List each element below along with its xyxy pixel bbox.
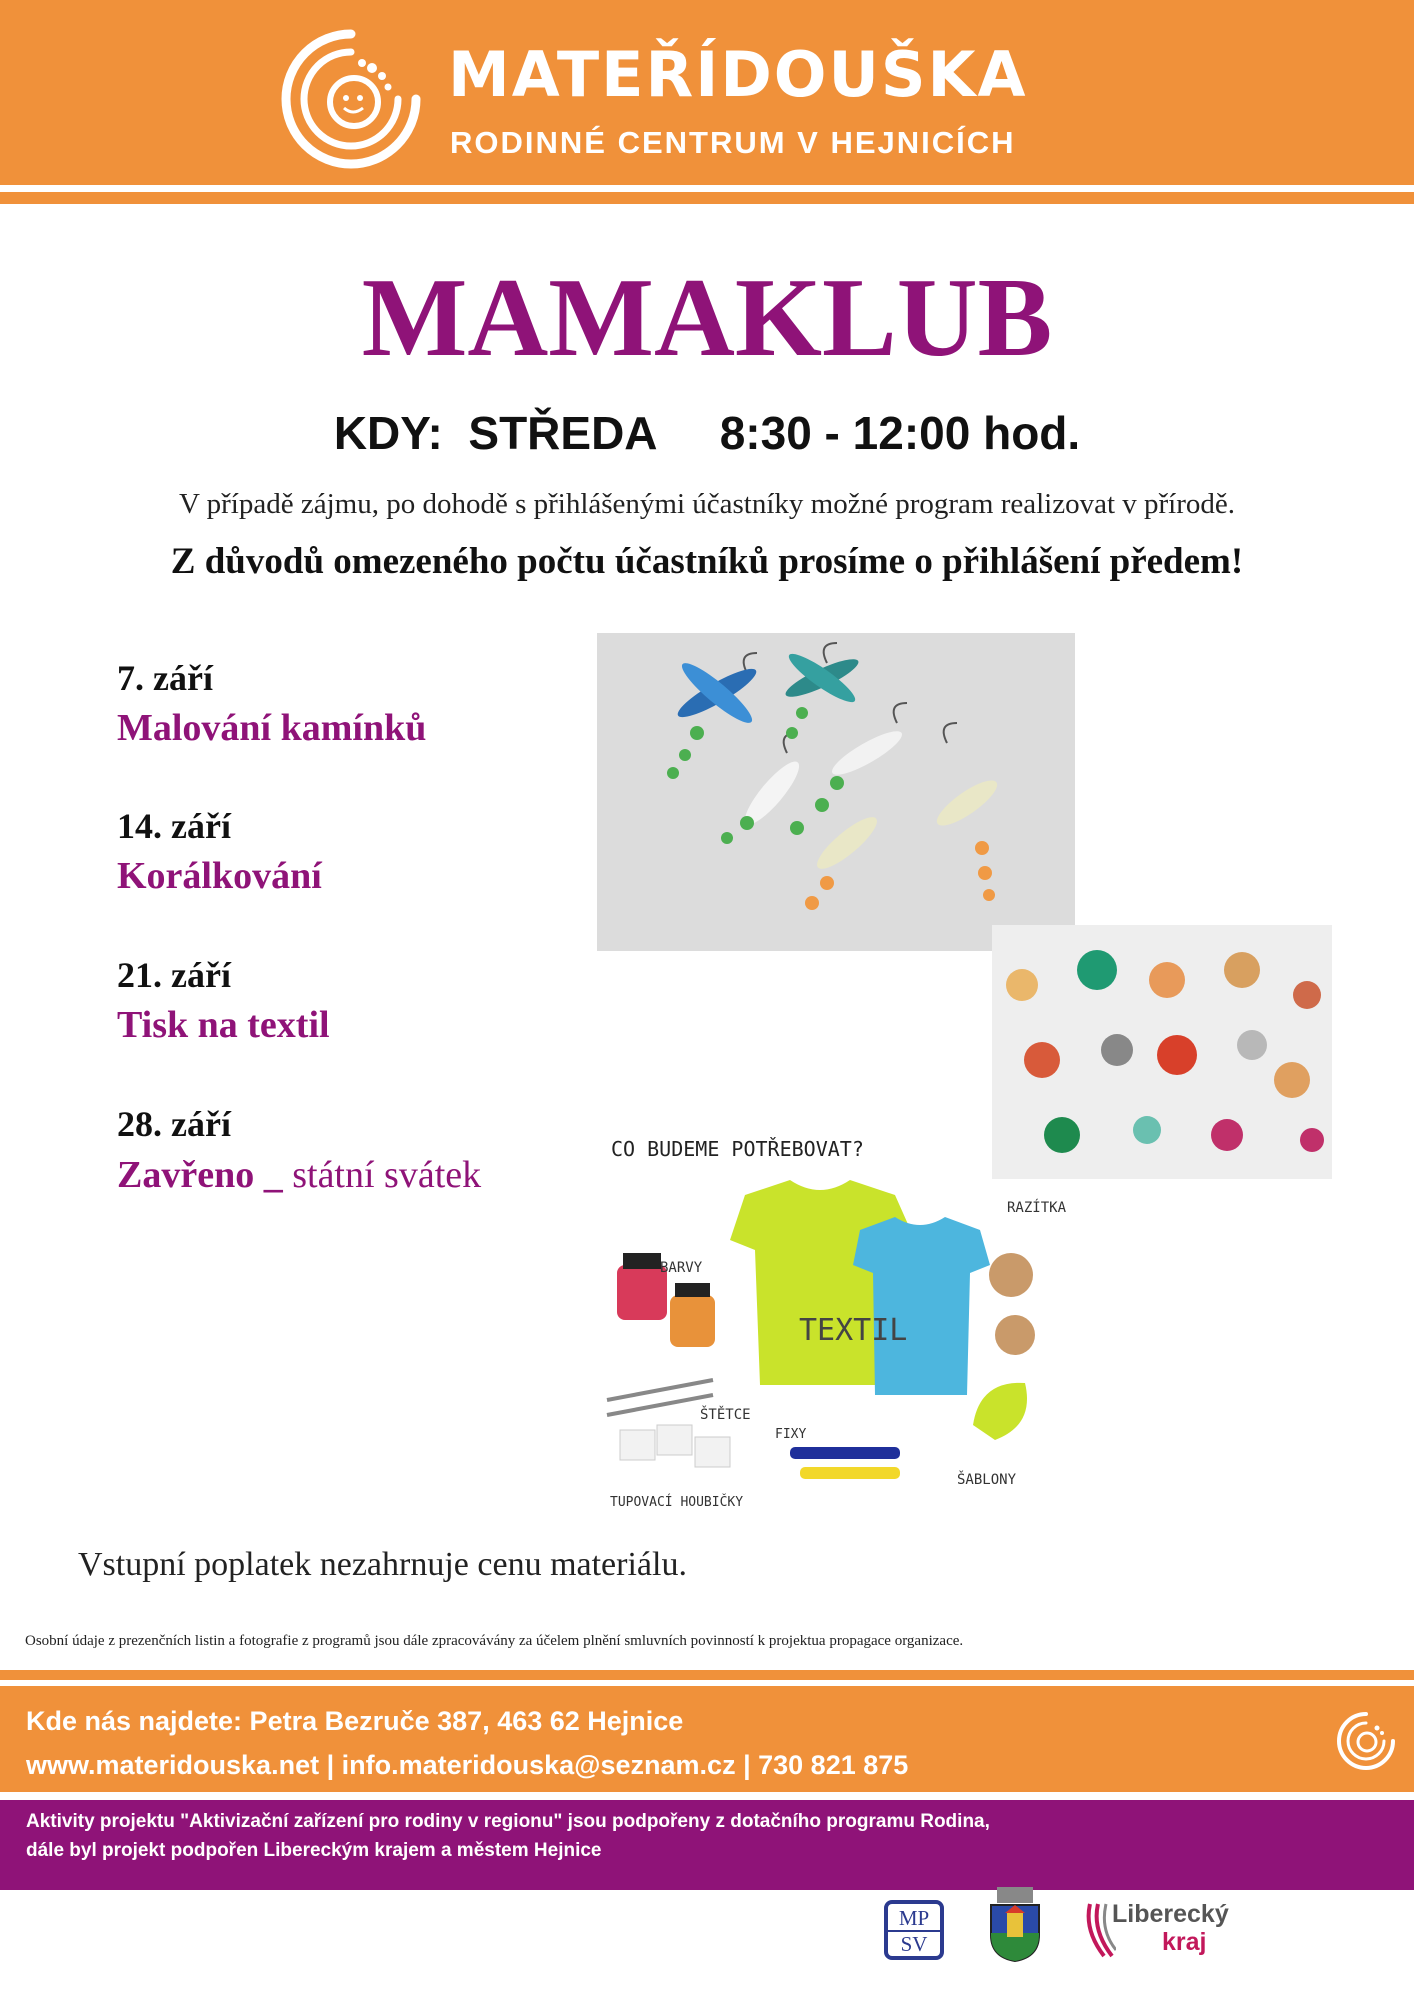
header-divider (0, 192, 1414, 204)
schedule-title-4-extra: státní svátek (282, 1154, 482, 1196)
liberecky-kraj-text-2: kraj (1162, 1928, 1207, 1956)
page-title: MAMAKLUB (361, 256, 1053, 380)
footer-contact[interactable]: www.materidouska.net | info.materidouska@seznam.cz | 730 821 875 (26, 1750, 909, 1780)
schedule-date-4: 28. září (117, 1104, 231, 1144)
footer-address: Kde nás najdete: Petra Bezruče 387, 463 62 Hejnice (26, 1706, 684, 1736)
registration-note: Z důvodů omezeného počtu účastníků prosíme o přihlášení předem! (170, 541, 1244, 582)
schedule-date-1: 7. září (117, 658, 213, 698)
textile-supplies-image (595, 1125, 1080, 1520)
schedule-date-2: 14. září (117, 806, 231, 846)
brand-subtitle: RODINNÉ CENTRUM V HEJNICÍCH (450, 125, 1016, 160)
schedule-title-1: Malování kamínků (117, 707, 427, 749)
support-line-2: dále byl projekt podpořen Libereckým krajem a městem Hejnice (26, 1840, 602, 1861)
mpsv-logo (884, 1900, 944, 1960)
footer-logo-icon (1335, 1710, 1397, 1772)
supplies-label-stencils: ŠABLONY (957, 1472, 1017, 1488)
privacy-note: Osobní údaje z prezenčních listin a fotografie z programů jsou dále zpracovávány za účelem plnění smluvních povinností k projektua propagace organizace. (25, 1633, 964, 1649)
mpsv-logo-top: MP (888, 1906, 940, 1932)
supplies-heading: CO BUDEME POTŘEBOVAT? (611, 1137, 864, 1161)
schedule-title-2: Korálkování (117, 855, 322, 897)
schedule-title-3: Tisk na textil (117, 1004, 330, 1046)
schedule-time: KDY: STŘEDA 8:30 - 12:00 hod. (333, 407, 1081, 459)
supplies-label-paints: BARVY (660, 1260, 703, 1276)
schedule-date-3: 21. září (117, 955, 231, 995)
supplies-label-stamps: RAZÍTKA (1007, 1200, 1067, 1216)
supplies-label-brushes: ŠTĚTCE (700, 1407, 751, 1423)
dragonfly-earrings-photo (597, 633, 1075, 951)
schedule-title-4-main: Zavřeno _ (117, 1154, 283, 1196)
fee-note: Vstupní poplatek nezahrnuje cenu materiálu. (78, 1546, 687, 1583)
hejnice-coat-of-arms-icon (987, 1885, 1043, 1963)
support-line-1: Aktivity projektu "Aktivizační zařízení pro rodiny v regionu" jsou podpořeny z dotačního programu Rodina, (26, 1811, 990, 1832)
brand-name: MATEŘÍDOUŠKA (448, 38, 1028, 111)
supplies-label-textile: TEXTIL (799, 1313, 908, 1348)
supplies-label-markers: FIXY (775, 1427, 807, 1442)
mpsv-logo-bottom: SV (900, 1932, 928, 1956)
materidouska-logo-icon (280, 28, 422, 170)
supplies-label-sponges: TUPOVACÍ HOUBIČKY (610, 1495, 744, 1510)
schedule-title-4 (117, 1156, 481, 1194)
nature-note: V případě zájmu, po dohodě s přihlášenými účastníky možné program realizovat v přírodě. (178, 488, 1236, 520)
footer-divider (0, 1670, 1414, 1680)
liberecky-kraj-text-1: Liberecký (1112, 1900, 1229, 1928)
